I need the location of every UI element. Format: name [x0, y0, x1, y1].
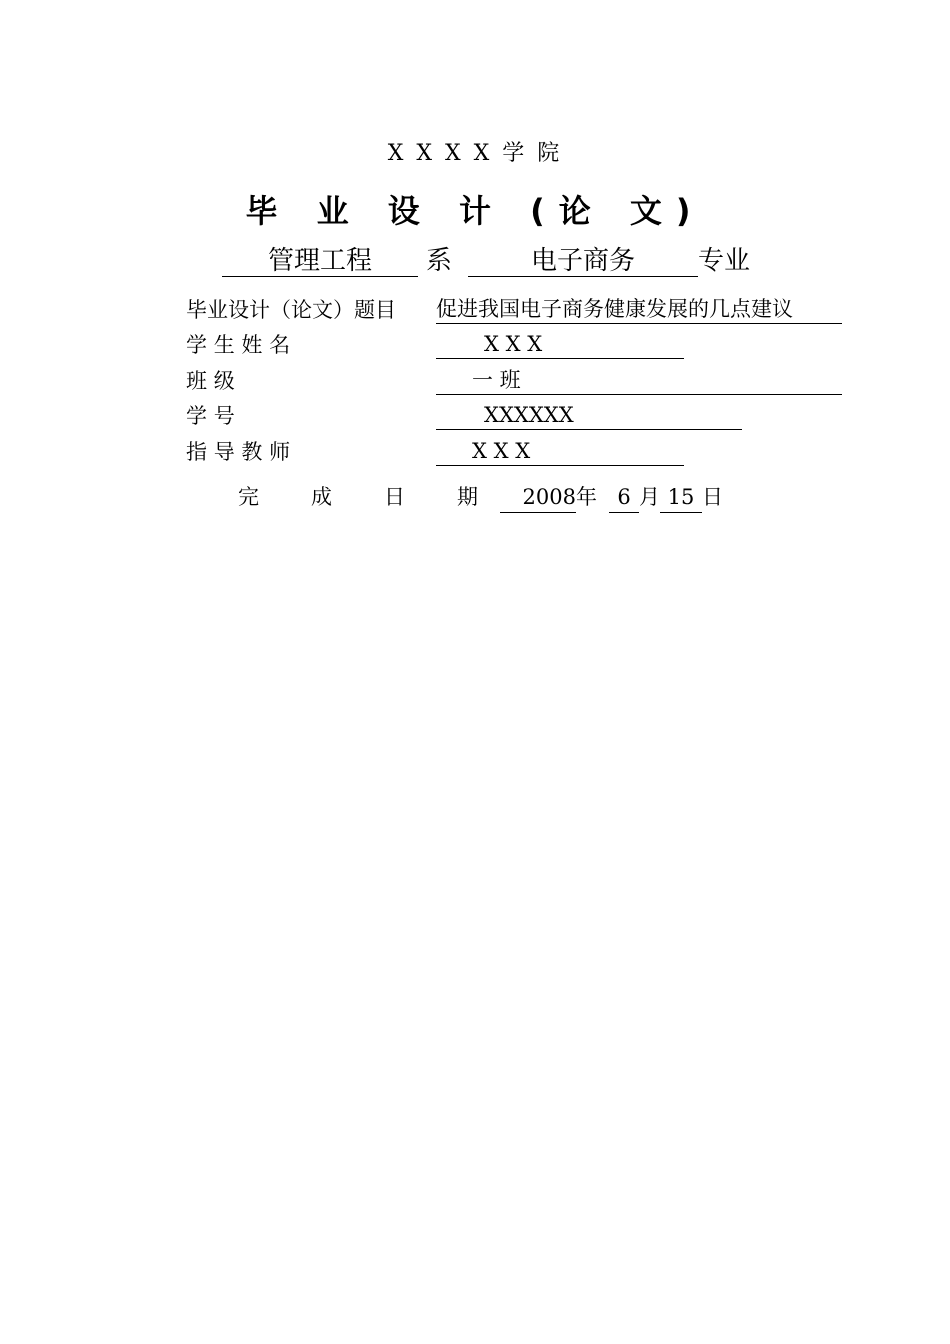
topic-value: 促进我国电子商务健康发展的几点建议 — [436, 296, 842, 324]
student-name-row — [186, 331, 846, 359]
student-name-value: X X X — [436, 331, 684, 359]
department-line — [222, 246, 782, 277]
completion-year: 2008 — [500, 482, 576, 513]
topic-row — [186, 296, 846, 324]
topic-label: 毕业设计（论文）题目 — [186, 298, 396, 322]
student-id-row — [186, 402, 846, 430]
major-value: 电子商务 — [468, 246, 698, 277]
department-suffix: 系 — [425, 246, 452, 276]
completion-day: 15 — [660, 482, 702, 513]
advisor-value: X X X — [436, 438, 684, 466]
class-row — [186, 367, 846, 395]
year-suffix: 年 — [576, 485, 597, 509]
advisor-label: 指 导 教 师 — [186, 440, 291, 464]
department-value: 管理工程 — [222, 246, 418, 277]
completion-month: 6 — [609, 482, 639, 513]
month-suffix: 月 — [639, 485, 660, 509]
major-suffix: 专业 — [698, 246, 751, 276]
document-title: 毕 业 设 计 (论 文) — [245, 192, 705, 230]
completion-date-label: 完 成 日 期 — [238, 485, 478, 509]
completion-date-row — [238, 482, 723, 513]
college-name: X X X X 学 院 — [387, 141, 563, 166]
student-id-label: 学 号 — [186, 404, 235, 428]
class-label: 班 级 — [186, 369, 235, 393]
class-value: 一 班 — [436, 367, 842, 395]
student-id-value: XXXXXX — [436, 402, 742, 430]
day-suffix: 日 — [702, 485, 723, 509]
student-name-label: 学 生 姓 名 — [186, 333, 291, 357]
advisor-row — [186, 438, 846, 466]
